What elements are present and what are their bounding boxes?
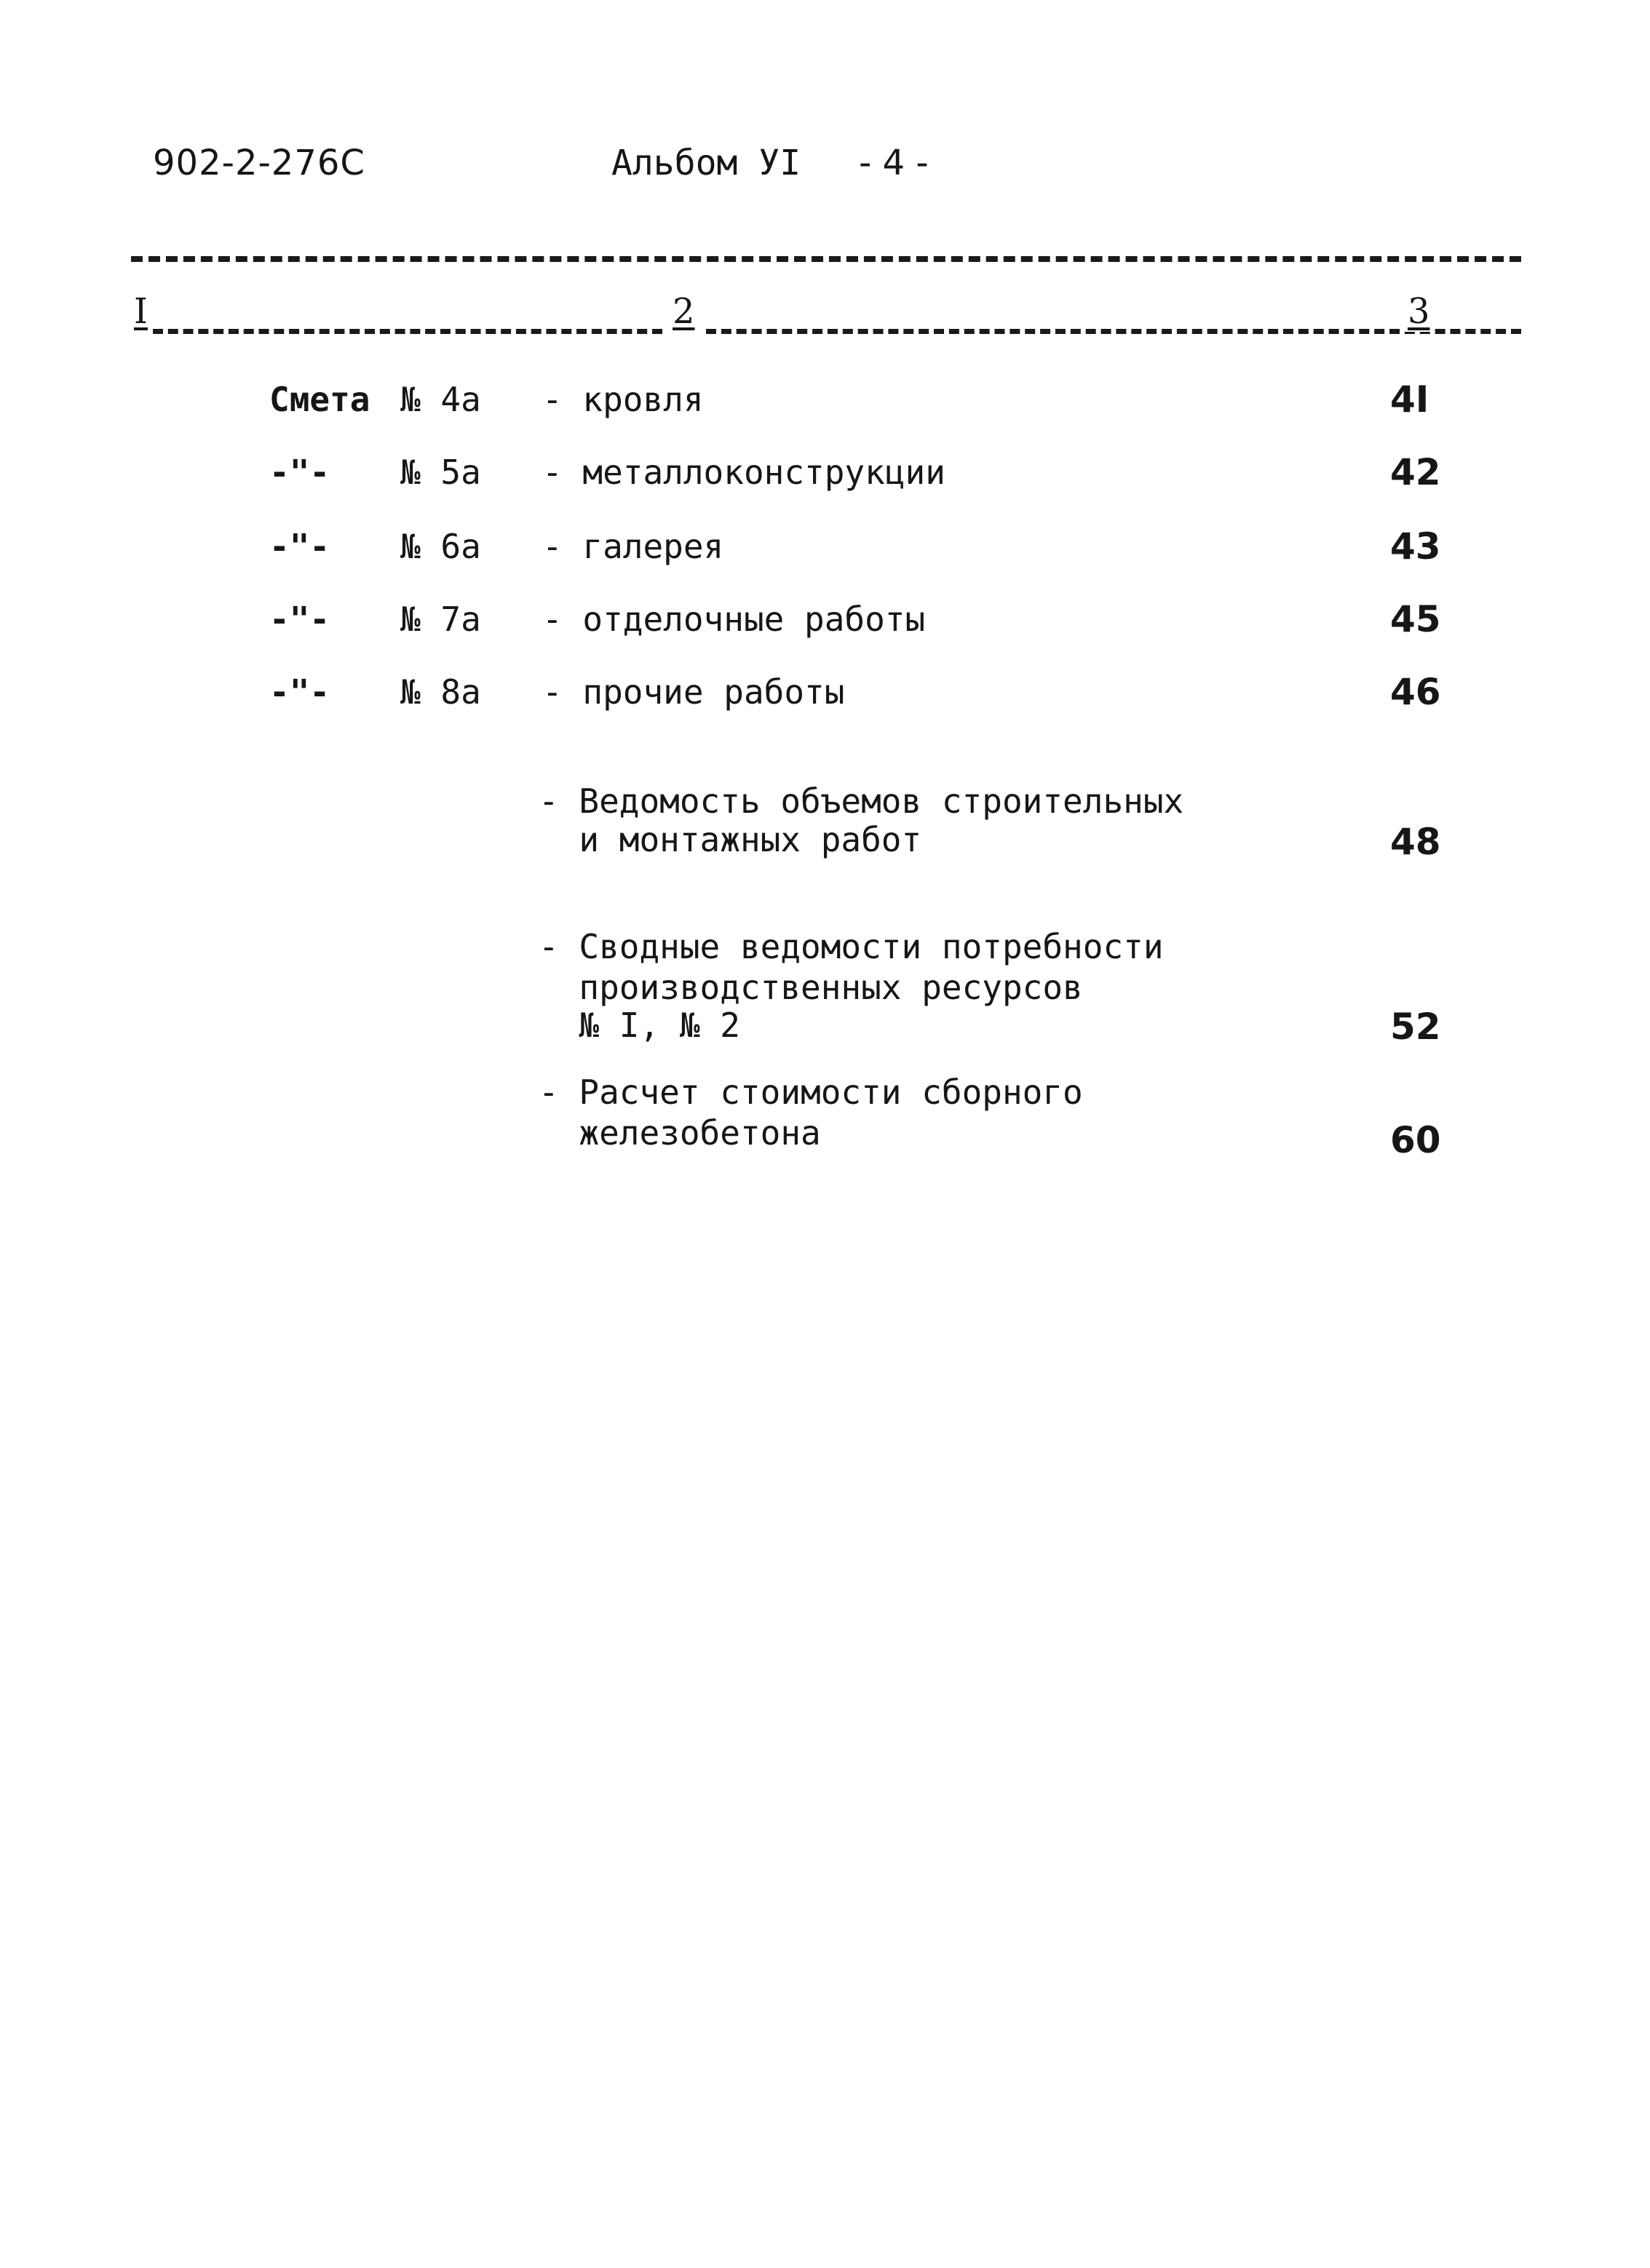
entry-ditto: -"-: [269, 600, 330, 639]
entry-page: 45: [1390, 598, 1441, 640]
entry-description-line: и монтажных работ: [539, 820, 922, 859]
entry-number: № 4а: [400, 380, 481, 419]
entry-description: - металлоконструкции: [542, 453, 945, 492]
page-number: - 4 -: [859, 143, 929, 183]
column-number-2: 2: [670, 291, 698, 332]
entry-page: 43: [1390, 525, 1441, 568]
entry-page: 60: [1390, 1119, 1441, 1161]
entry-number: № 7а: [400, 600, 481, 639]
document-code: 902-2-276C: [153, 143, 365, 183]
entry-ditto: -"-: [269, 453, 330, 492]
entry-number: № 6а: [400, 527, 481, 566]
list-item: [269, 378, 370, 421]
entry-title: Смета: [269, 380, 370, 419]
entry-page: 46: [1390, 671, 1441, 713]
entry-number: № 5а: [400, 453, 481, 492]
entry-description-line: № I, № 2: [539, 1006, 740, 1045]
entry-number: № 8а: [400, 672, 481, 712]
entry-description: - отделочные работы: [542, 600, 926, 639]
album-title: Альбом УI: [611, 143, 801, 183]
column-header-dash: [153, 329, 662, 334]
entry-page: 52: [1390, 1006, 1441, 1048]
entry-page: 48: [1390, 821, 1441, 863]
column-number-1: I: [131, 291, 151, 332]
entry-description: - галерея: [542, 527, 724, 566]
dashed-separator: [131, 256, 1521, 262]
entry-ditto: -"-: [269, 527, 330, 566]
entry-description: - кровля: [542, 380, 704, 419]
entry-description-line: производственных ресурсов: [539, 968, 1083, 1007]
column-number-3: 3: [1405, 291, 1433, 332]
entry-description-line: - Сводные ведомости потребности: [539, 927, 1164, 966]
entry-description-line: железобетона: [539, 1113, 821, 1153]
entry-page: 42: [1390, 451, 1441, 493]
entry-page: 4I: [1390, 378, 1429, 421]
entry-description-line: - Расчет стоимости сборного: [539, 1073, 1083, 1112]
column-header-row: [131, 291, 1521, 342]
column-header-dash: [706, 329, 1521, 334]
entry-description: - прочие работы: [542, 672, 845, 712]
entry-ditto: -"-: [269, 672, 330, 712]
entry-description-line: - Ведомость объемов строительных: [539, 781, 1184, 821]
